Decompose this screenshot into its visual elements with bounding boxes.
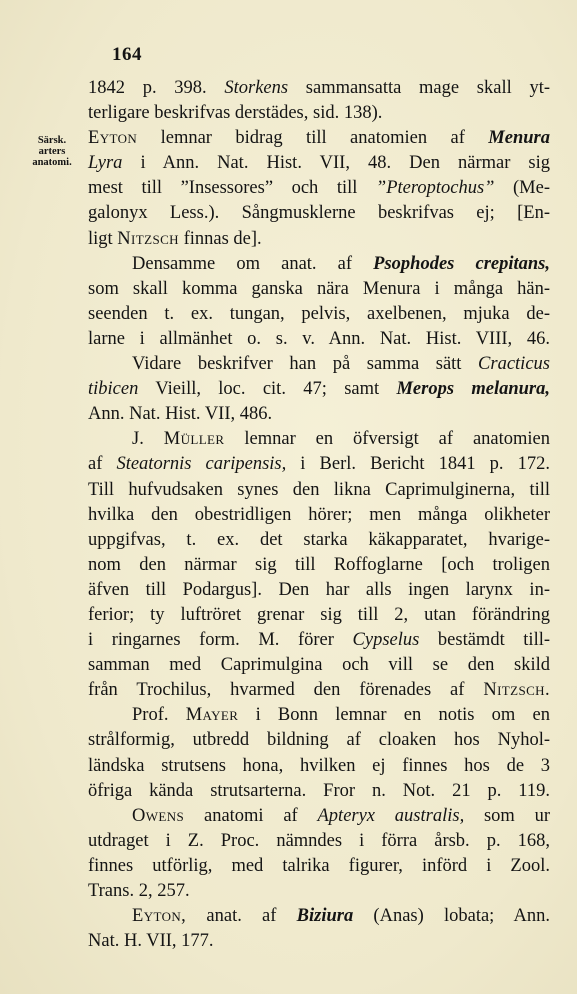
- text-run: galonyx Less.). Sångmusklerne beskrifvas ej; [En-: [88, 203, 550, 224]
- text-run: Densamme om anat. af: [132, 253, 374, 274]
- text-line: [88, 101, 550, 126]
- text-line: [88, 201, 550, 226]
- text-run: uppgifvas, t. ex. det starka käkapparatet, hvarige-: [88, 529, 550, 550]
- text-line: [88, 879, 550, 904]
- text-line: [88, 452, 550, 477]
- text-line: [88, 829, 550, 854]
- styled-text: Apteryx australis,: [317, 805, 465, 826]
- styled-text: Eyton,: [132, 906, 187, 927]
- text-run: strålformig, utbredd bildning af cloaken hos Nyhol-: [88, 730, 550, 751]
- text-line: [88, 478, 550, 503]
- text-run: i Berl. Bericht 1841 p. 172.: [286, 454, 550, 475]
- text-run: äfven till Podargus]. Den har alls ingen larynx in-: [88, 579, 550, 600]
- styled-text: Steatornis caripensis,: [116, 454, 287, 475]
- styled-text: Owens: [132, 805, 185, 826]
- styled-text: Cracticus: [478, 354, 550, 375]
- text-line: [88, 227, 550, 252]
- margin-note-line: Särsk.: [37, 135, 67, 146]
- text-line: [88, 804, 550, 829]
- text-run: Prof.: [132, 705, 186, 726]
- body-text: [88, 76, 550, 954]
- text-run: J.: [132, 429, 164, 450]
- styled-text: Nitzsch.: [483, 680, 550, 701]
- styled-text: Cypselus: [352, 630, 420, 651]
- text-run: öfriga kända strutsarterna. Fror n. Not. 21 p. 119.: [88, 780, 550, 801]
- text-line: [88, 929, 550, 954]
- text-line: [88, 754, 550, 779]
- text-line: [88, 854, 550, 879]
- text-run: larne i allmänhet o. s. v. Ann. Nat. Hist. VIII, 46.: [88, 328, 550, 349]
- text-run: som skall komma ganska nära Menura i många hän-: [88, 278, 550, 299]
- text-line: [88, 352, 550, 377]
- text-run: finnas de].: [178, 228, 262, 249]
- text-run: i Ann. Nat. Hist. VII, 48. Den närmar sig: [122, 153, 550, 174]
- text-line: [88, 553, 550, 578]
- text-run: (Anas) lobata; Ann.: [353, 906, 550, 927]
- text-run: utdraget i Z. Proc. nämndes i förra årsb. p. 168,: [88, 830, 550, 851]
- text-run: i Bonn lemnar en notis om en: [238, 705, 550, 726]
- text-run: nom den närmar sig till Roffoglarne [och troligen: [88, 554, 550, 575]
- text-run: Vidare beskrifver han på samma sätt: [132, 354, 479, 375]
- text-run: finnes utförlig, med talrika figurer, införd i Zool.: [88, 855, 550, 876]
- text-run: sammansatta mage skall yt-: [288, 78, 550, 98]
- text-line: [88, 126, 550, 151]
- styled-text: Psophodes crepitans,: [373, 253, 551, 274]
- text-run: ligt: [88, 228, 118, 249]
- styled-text: tibicen: [88, 379, 139, 400]
- text-run: seenden t. ex. tungan, pelvis, axelbenen, mjuka de-: [88, 303, 550, 324]
- text-line: [88, 76, 550, 101]
- text-line: [88, 402, 550, 427]
- text-run: Ann. Nat. Hist. VII, 486.: [88, 404, 273, 425]
- text-line: [88, 176, 550, 201]
- text-line: [88, 277, 550, 302]
- text-run: 1842 p. 398.: [88, 78, 225, 98]
- text-run: anat. af: [186, 906, 297, 927]
- text-run: ferior; ty luftröret grenar sig till 2, utan förändring: [88, 604, 550, 625]
- text-line: [88, 653, 550, 678]
- styled-text: Eyton: [88, 128, 138, 149]
- margin-note-line: anatomi.: [32, 157, 72, 168]
- text-line: [88, 728, 550, 753]
- text-line: [88, 503, 550, 528]
- styled-text: Müller: [163, 429, 225, 450]
- styled-text: Mayer: [185, 705, 239, 726]
- styled-text: Merops melanura,: [396, 379, 551, 400]
- text-run: Trans. 2, 257.: [88, 881, 190, 901]
- text-run: Nat. H. VII, 177.: [88, 931, 214, 952]
- text-line: [88, 427, 550, 452]
- text-run: samman med Caprimulgina och vill se den skild: [88, 655, 550, 676]
- text-line: [88, 302, 550, 327]
- text-line: [88, 779, 550, 804]
- text-run: anatomi af: [184, 805, 318, 826]
- text-line: [88, 151, 550, 176]
- styled-text: ”Pteroptochus”: [375, 178, 495, 199]
- text-run: mest till ”Insessores” och till: [88, 178, 376, 199]
- styled-text: Nitzsch: [117, 228, 179, 249]
- margin-note-line: arters: [38, 146, 66, 157]
- styled-text: Biziura: [296, 906, 354, 927]
- text-line: [88, 528, 550, 553]
- styled-text: Menura: [488, 128, 550, 149]
- styled-text: Storkens: [224, 78, 289, 98]
- text-run: Till hufvudsaken synes den likna Caprimulginerna, till: [88, 479, 550, 500]
- text-run: som ur: [464, 805, 551, 826]
- margin-note: [22, 135, 82, 168]
- text-line: [88, 703, 550, 728]
- text-line: [88, 327, 550, 352]
- text-line: [88, 628, 550, 653]
- text-run: lemnar en öfversigt af anatomien: [224, 429, 550, 450]
- text-run: i ringarnes form. M. förer: [88, 630, 353, 651]
- text-run: af: [88, 454, 117, 475]
- text-line: [88, 678, 550, 703]
- text-run: lemnar bidrag till anatomien af: [137, 128, 489, 149]
- text-run: hvilka den obestridligen hörer; men många olikheter: [88, 504, 550, 525]
- text-run: bestämdt till-: [419, 630, 551, 651]
- text-run: Vieill, loc. cit. 47; samt: [138, 379, 397, 400]
- text-line: [88, 252, 550, 277]
- page-number: 164: [112, 44, 142, 65]
- text-run: terligare beskrifvas derstädes, sid. 138).: [88, 103, 383, 124]
- text-line: [88, 603, 550, 628]
- text-line: [88, 377, 550, 402]
- styled-text: Lyra: [88, 153, 123, 174]
- text-line: [88, 578, 550, 603]
- text-run: (Me-: [494, 178, 550, 199]
- text-run: ländska strutsens hona, hvilken ej finnes hos de 3: [88, 755, 550, 776]
- text-line: [88, 904, 550, 929]
- text-run: från Trochilus, hvarmed den förenades af: [88, 680, 484, 701]
